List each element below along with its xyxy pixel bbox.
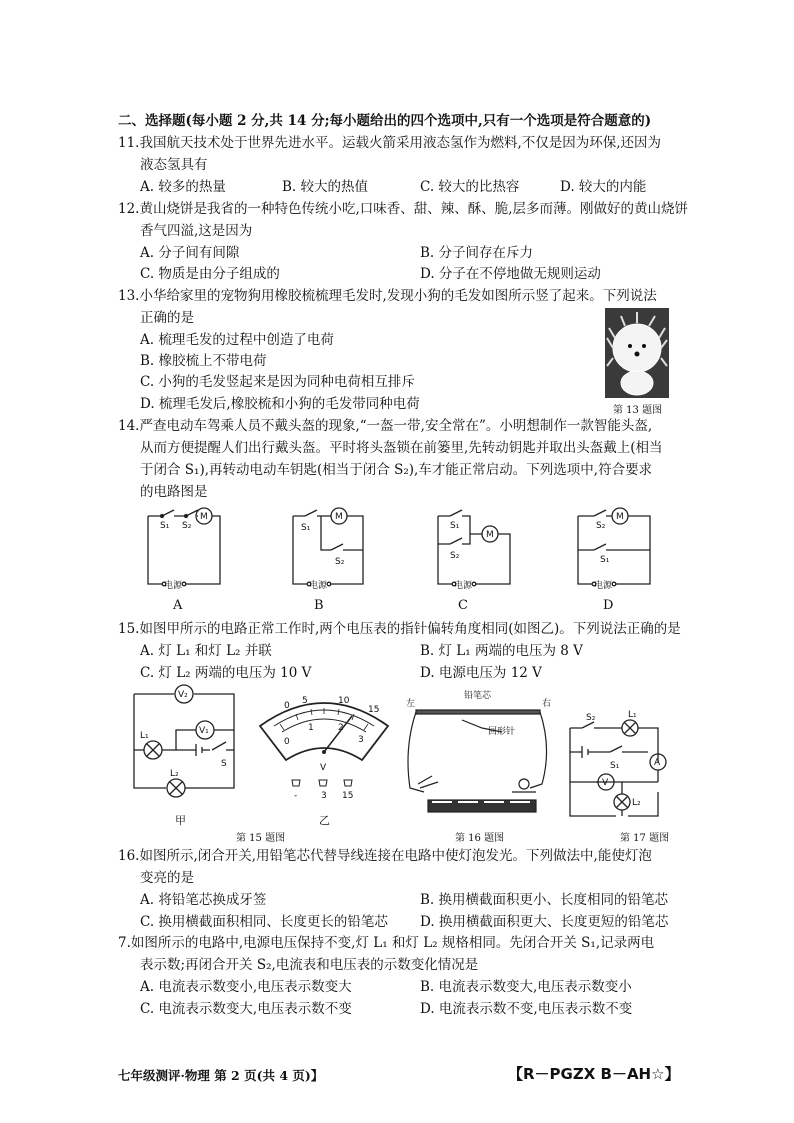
- section-header: 二、选择题(每小题 2 分,共 14 分;每小题给出的四个选项中,只有一个选项是符合题意的): [118, 113, 652, 129]
- circuit-c[interactable]: [438, 510, 510, 586]
- fig16-pin-label: 回形针: [488, 727, 516, 737]
- jia-l1-label: L₁: [140, 731, 149, 741]
- jia-v1-label: V₁: [199, 726, 209, 736]
- q11-stem-line2: 液态氢具有: [140, 157, 208, 173]
- q11-option-c[interactable]: C. 较大的比热容: [420, 179, 520, 195]
- q16-stem-line1: 16.如图所示,闭合开关,用铅笔芯代替导线连接在电路中使灯泡发光。下列做法中,能使灯泡: [118, 848, 652, 864]
- page-footer-info: 七年级测评·物理 第 2 页(共 4 页)】: [118, 1068, 324, 1083]
- q13-stem-line1: 13.小华给家里的宠物狗用橡胶梳梳理毛发时,发现小狗的毛发如图所示竖了起来。下列说法: [118, 288, 657, 304]
- q17-circuit: [562, 706, 672, 824]
- q15-option-d[interactable]: D. 电源电压为 12 V: [420, 665, 542, 681]
- fig16-pencil-label: 铅笔芯: [464, 691, 492, 701]
- circuit-a-s2-label: S₂: [182, 521, 192, 531]
- q12-stem-line1: 12.黄山烧饼是我省的一种特色传统小吃,口味香、甜、辣、酥、脆,层多而薄。刚做好的黄山烧饼: [118, 201, 689, 217]
- circuit-c-m-label: M: [486, 530, 494, 540]
- q14-circuit-diagrams: [140, 504, 680, 600]
- q15-fig-yi-label: 乙: [319, 814, 330, 827]
- q14-stem-line4: 的电路图是: [140, 484, 208, 500]
- jia-v2-label: V₂: [178, 690, 188, 700]
- q17-option-b[interactable]: B. 电流表示数变大,电压表示数变小: [420, 979, 632, 995]
- circuit-b[interactable]: [293, 508, 363, 586]
- q11-option-d[interactable]: D. 较大的内能: [560, 179, 647, 195]
- circuit-a-power-label: 电源: [164, 581, 183, 591]
- terminal-15: 15: [342, 791, 354, 801]
- q15-figure-caption: 第 15 题图: [236, 833, 286, 844]
- q13-stem-line2: 正确的是: [140, 310, 194, 326]
- q17-option-c[interactable]: C. 电流表示数变大,电压表示数不变: [140, 1001, 352, 1017]
- q13-option-c[interactable]: C. 小狗的毛发竖起来是因为同种电荷相互排斥: [140, 374, 415, 390]
- meter-top-10: 10: [338, 696, 350, 706]
- circuit-b-s2-label: S₂: [335, 557, 345, 567]
- circuit-b-power-label: 电源: [309, 581, 328, 591]
- q14-stem-line2: 从而方便提醒人们出行戴头盔。平时将头盔锁在前篓里,先转动钥匙并取出头盔戴上(相当: [140, 440, 663, 456]
- q15-circuit-jia: [126, 684, 254, 804]
- paper-code: 【R－PGZX B－AH☆】: [508, 1065, 680, 1083]
- circuit-d-m-label: M: [616, 512, 624, 522]
- circuit-b-m-label: M: [335, 512, 343, 522]
- q16-option-a[interactable]: A. 将铅笔芯换成牙签: [140, 892, 267, 908]
- fig17-l1-label: L₁: [628, 710, 637, 720]
- meter-top-15: 15: [368, 705, 380, 715]
- q16-option-d[interactable]: D. 换用横截面积更大、长度更短的铅笔芯: [420, 914, 669, 930]
- circuit-a[interactable]: [148, 508, 220, 586]
- q12-option-c[interactable]: C. 物质是由分子组成的: [140, 266, 280, 282]
- q14-label-d: D: [603, 598, 614, 613]
- fig16-right-label: 右: [542, 699, 552, 709]
- q14-label-c: C: [458, 598, 468, 613]
- fig17-s2-label: S₂: [586, 713, 596, 723]
- q16-option-c[interactable]: C. 换用横截面积相同、长度更长的铅笔芯: [140, 914, 388, 930]
- q12-option-a[interactable]: A. 分子间有间隙: [140, 245, 240, 261]
- circuit-d-s2-label: S₂: [596, 521, 606, 531]
- dog-photo: [605, 308, 669, 398]
- q13-option-a[interactable]: A. 梳理毛发的过程中创造了电荷: [140, 332, 334, 348]
- q14-label-a: A: [173, 598, 183, 613]
- jia-l2-label: L₂: [170, 769, 179, 779]
- fig17-ammeter-label: A: [654, 758, 661, 768]
- circuit-d-s1-label: S₁: [600, 555, 610, 565]
- terminal-3: 3: [321, 791, 327, 801]
- q13-option-d[interactable]: D. 梳理毛发后,橡胶梳和小狗的毛发带同种电荷: [140, 396, 420, 412]
- fig16-left-label: 左: [406, 699, 416, 709]
- meter-top-5: 5: [302, 696, 308, 706]
- q14-stem-line1: 14.严查电动车驾乘人员不戴头盔的现象,“一盔一带,安全常在”。小明想制作一款智能头盔,: [118, 418, 653, 434]
- circuit-c-s1-label: S₁: [450, 521, 460, 531]
- q15-option-c[interactable]: C. 灯 L₂ 两端的电压为 10 V: [140, 665, 312, 681]
- meter-bottom-2: 2: [338, 723, 344, 733]
- fig17-s1-label: S₁: [610, 761, 620, 771]
- q13-figure-caption: 第 13 题图: [613, 405, 663, 416]
- meter-bottom-0: 0: [284, 737, 290, 747]
- fig17-voltmeter-label: V: [602, 778, 609, 788]
- q15-voltmeter-yi: [254, 686, 394, 802]
- terminal-minus: -: [294, 791, 298, 801]
- q11-option-b[interactable]: B. 较大的热值: [282, 179, 369, 195]
- q15-option-a[interactable]: A. 灯 L₁ 和灯 L₂ 并联: [140, 643, 272, 659]
- q14-stem-line3: 于闭合 S₁),再转动电动车钥匙(相当于闭合 S₂),车才能正常启动。下列选项中,符合要求: [140, 462, 653, 478]
- meter-top-0: 0: [284, 701, 290, 711]
- q12-option-d[interactable]: D. 分子在不停地做无规则运动: [420, 266, 601, 282]
- q15-option-b[interactable]: B. 灯 L₁ 两端的电压为 8 V: [420, 643, 583, 659]
- circuit-d-power-label: 电源: [594, 581, 613, 591]
- q12-stem-line2: 香气四溢,这是因为: [140, 223, 253, 239]
- fig17-l2-label: L₂: [632, 798, 641, 808]
- q14-label-b: B: [314, 598, 324, 613]
- q15-fig-jia-label: 甲: [175, 814, 186, 827]
- q17-option-a[interactable]: A. 电流表示数变小,电压表示数变大: [140, 979, 352, 995]
- q17-figure-caption: 第 17 题图: [620, 833, 670, 844]
- meter-bottom-3: 3: [358, 735, 364, 745]
- q15-stem-line1: 15.如图甲所示的电路正常工作时,两个电压表的指针偏转角度相同(如图乙)。下列说法正确的是: [118, 621, 681, 637]
- q12-option-b[interactable]: B. 分子间存在斥力: [420, 245, 534, 261]
- q17-stem-line2: 表示数;再闭合开关 S₂,电流表和电压表的示数变化情况是: [140, 957, 479, 973]
- q16-pencil-circuit: [402, 688, 562, 824]
- circuit-a-s1-label: S₁: [160, 521, 170, 531]
- meter-bottom-1: 1: [308, 723, 314, 733]
- q11-stem-line1: 11.我国航天技术处于世界先进水平。运载火箭采用液态氢作为燃料,不仅是因为环保,还因为: [118, 135, 662, 151]
- jia-s-label: S: [221, 759, 227, 769]
- circuit-c-s2-label: S₂: [450, 551, 460, 561]
- meter-unit: V: [320, 763, 327, 773]
- q17-option-d[interactable]: D. 电流表示数不变,电压表示数不变: [420, 1001, 633, 1017]
- circuit-d[interactable]: [578, 508, 650, 586]
- q11-option-a[interactable]: A. 较多的热量: [140, 179, 226, 195]
- q16-figure-caption: 第 16 题图: [455, 833, 505, 844]
- q16-option-b[interactable]: B. 换用横截面积更小、长度相同的铅笔芯: [420, 892, 669, 908]
- q13-option-b[interactable]: B. 橡胶梳上不带电荷: [140, 353, 267, 369]
- circuit-c-power-label: 电源: [454, 581, 473, 591]
- circuit-a-m-label: M: [200, 512, 208, 522]
- q16-stem-line2: 变亮的是: [140, 870, 194, 886]
- circuit-b-s1-label: S₁: [301, 523, 311, 533]
- q17-stem-line1: 7.如图所示的电路中,电源电压保持不变,灯 L₁ 和灯 L₂ 规格相同。先闭合开关 S₁,记录两电: [118, 935, 655, 951]
